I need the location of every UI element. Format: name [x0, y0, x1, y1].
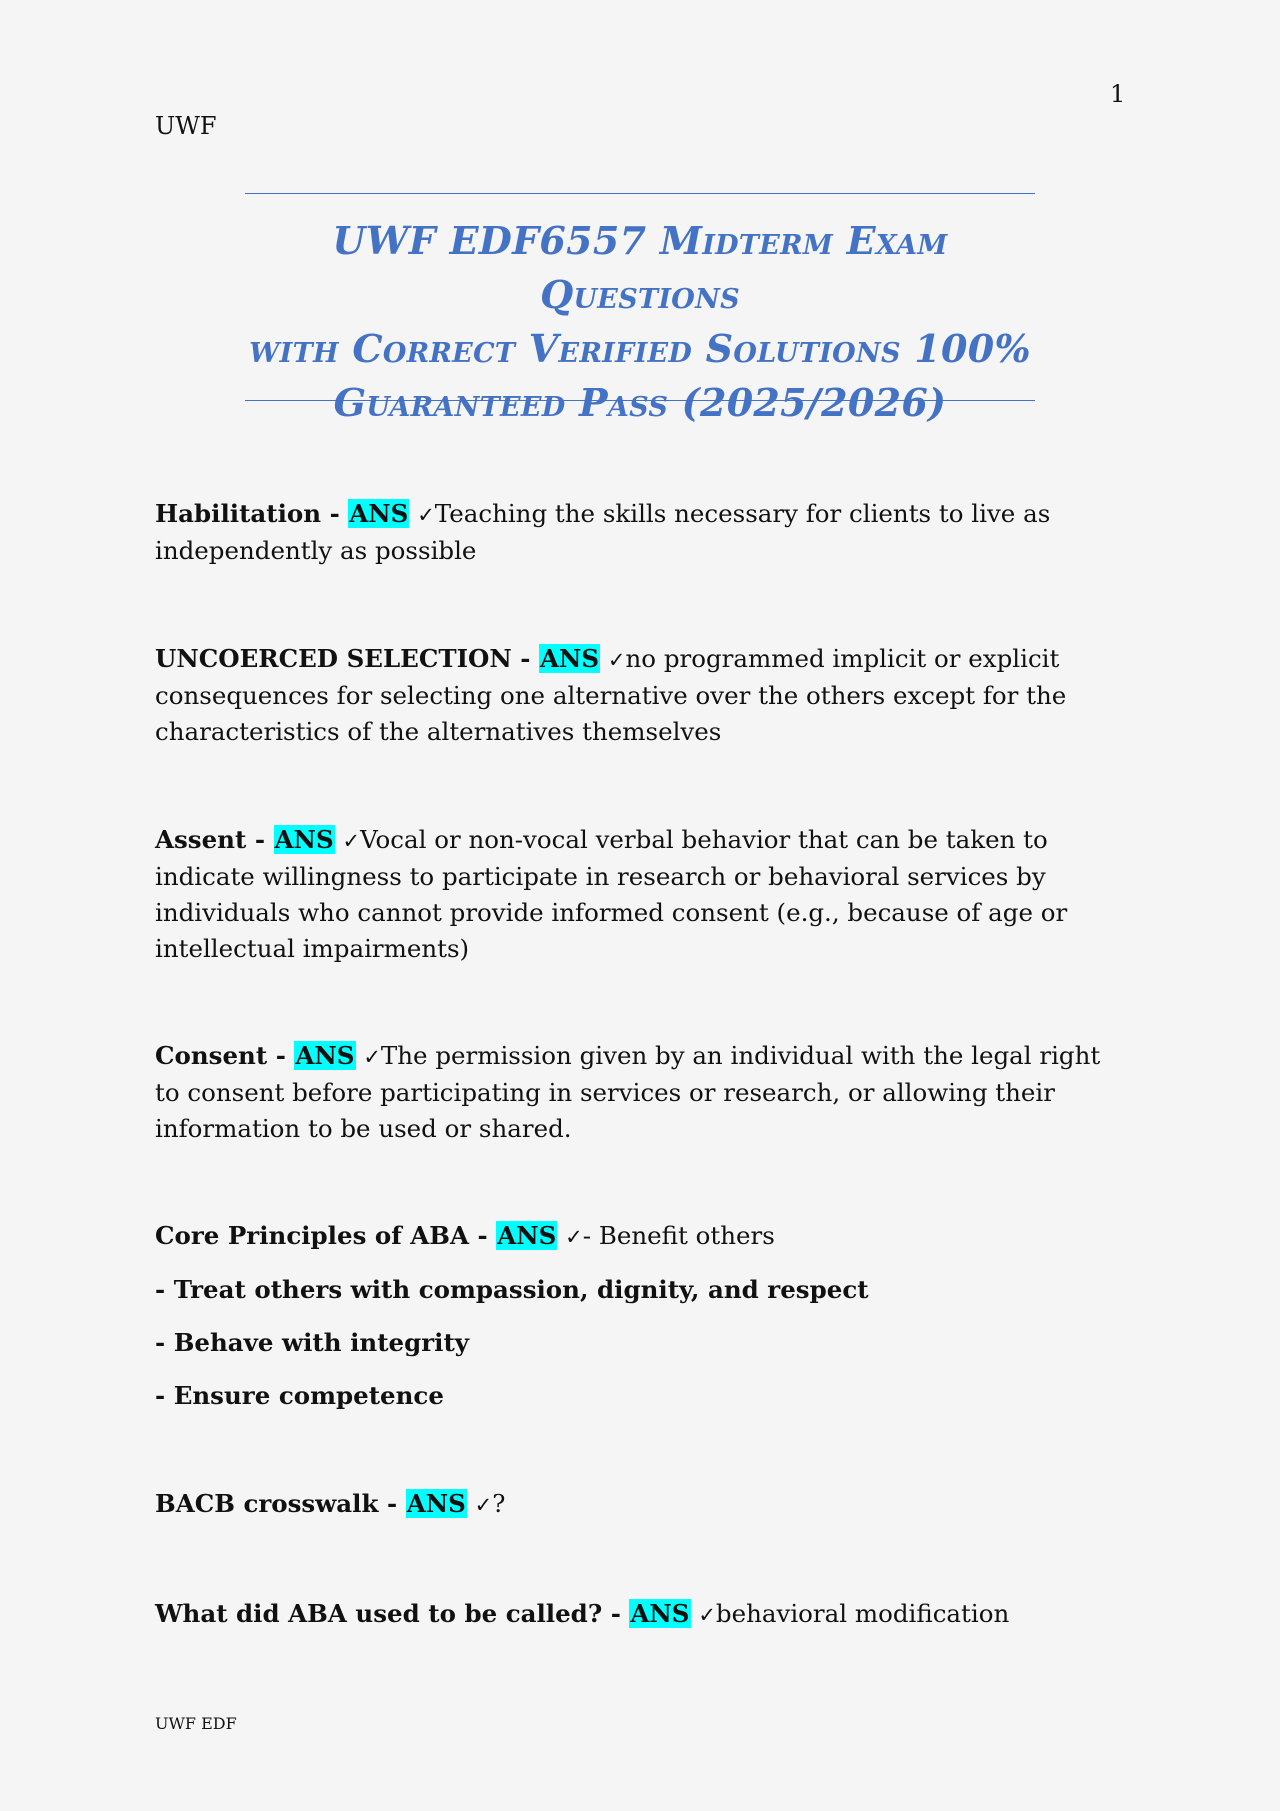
ans-marker: ANS [630, 1599, 690, 1628]
entry-term: BACB crosswalk - [155, 1489, 406, 1518]
entry-term: Habilitation - [155, 499, 349, 528]
ans-marker: ANS [406, 1489, 466, 1518]
title-line-2: with Correct Verified Solutions 100% [249, 326, 1031, 371]
check-mark-icon: ✓ [363, 1045, 381, 1069]
entry-term: Assent - [155, 825, 274, 854]
qa-entry-bacb-crosswalk [155, 1486, 1115, 1523]
check-mark-icon: ✓ [417, 503, 435, 527]
title-top-rule [245, 193, 1035, 194]
principle-bullet-2: - Behave with integrity [155, 1328, 470, 1357]
entry-definition: Vocal or non-vocal verbal behavior that can be taken to indicate willingness to participate in research or behavioral services by individuals who cannot provide informed consent (e.g., because of age or intellectual impairments) [155, 825, 1068, 963]
check-mark-icon: ✓ [342, 829, 361, 853]
check-mark-icon: ✓ [565, 1225, 583, 1249]
title-line-1: UWF EDF6557 Midterm Exam Questions [332, 218, 948, 317]
qa-entry-aba-former-name [155, 1596, 1115, 1633]
entry-definition: The permission given by an individual with the legal right to consent before participating in services or research, or allowing their information to be used or shared. [155, 1041, 1101, 1143]
document-title [245, 214, 1035, 430]
check-mark-icon: ✓ [698, 1603, 716, 1627]
title-bottom-rule [245, 400, 1035, 401]
ans-marker: ANS [295, 1041, 355, 1070]
title-line-3: Guaranteed Pass (2025/2026) [333, 380, 947, 425]
entry-definition: behavioral modification [715, 1599, 1010, 1628]
entry-definition: - Benefit others [582, 1221, 775, 1250]
qa-entry-uncoerced-selection [155, 641, 1115, 750]
page-header: UWF [155, 112, 217, 140]
ans-marker: ANS [274, 825, 334, 854]
qa-entry-core-principles [155, 1218, 1115, 1255]
entry-definition: no programmed implicit or explicit consequences for selecting one alternative over the others except for the characteristics of the alternatives themselves [155, 644, 1067, 746]
ans-marker: ANS [349, 499, 409, 528]
principle-bullet-1: - Treat others with compassion, dignity, and respect [155, 1275, 869, 1304]
ans-marker: ANS [497, 1221, 557, 1250]
page-number: 1 [1110, 80, 1126, 108]
qa-entry-consent [155, 1038, 1115, 1147]
page-footer: UWF EDF [155, 1714, 237, 1733]
qa-entry-habilitation [155, 496, 1115, 569]
entry-definition: ? [492, 1489, 506, 1518]
entry-term: What did ABA used to be called? - [155, 1599, 630, 1628]
check-mark-icon: ✓ [474, 1493, 493, 1517]
entry-definition: Teaching the skills necessary for clients to live as independently as possible [155, 499, 1051, 565]
entry-term: Core Principles of ABA - [155, 1221, 497, 1250]
check-mark-icon: ✓ [607, 648, 626, 672]
ans-marker: ANS [540, 644, 600, 673]
entry-term: Consent - [155, 1041, 295, 1070]
principle-bullet-3: - Ensure competence [155, 1381, 444, 1410]
entry-term: UNCOERCED SELECTION - [155, 644, 540, 673]
qa-entry-assent [155, 822, 1115, 967]
